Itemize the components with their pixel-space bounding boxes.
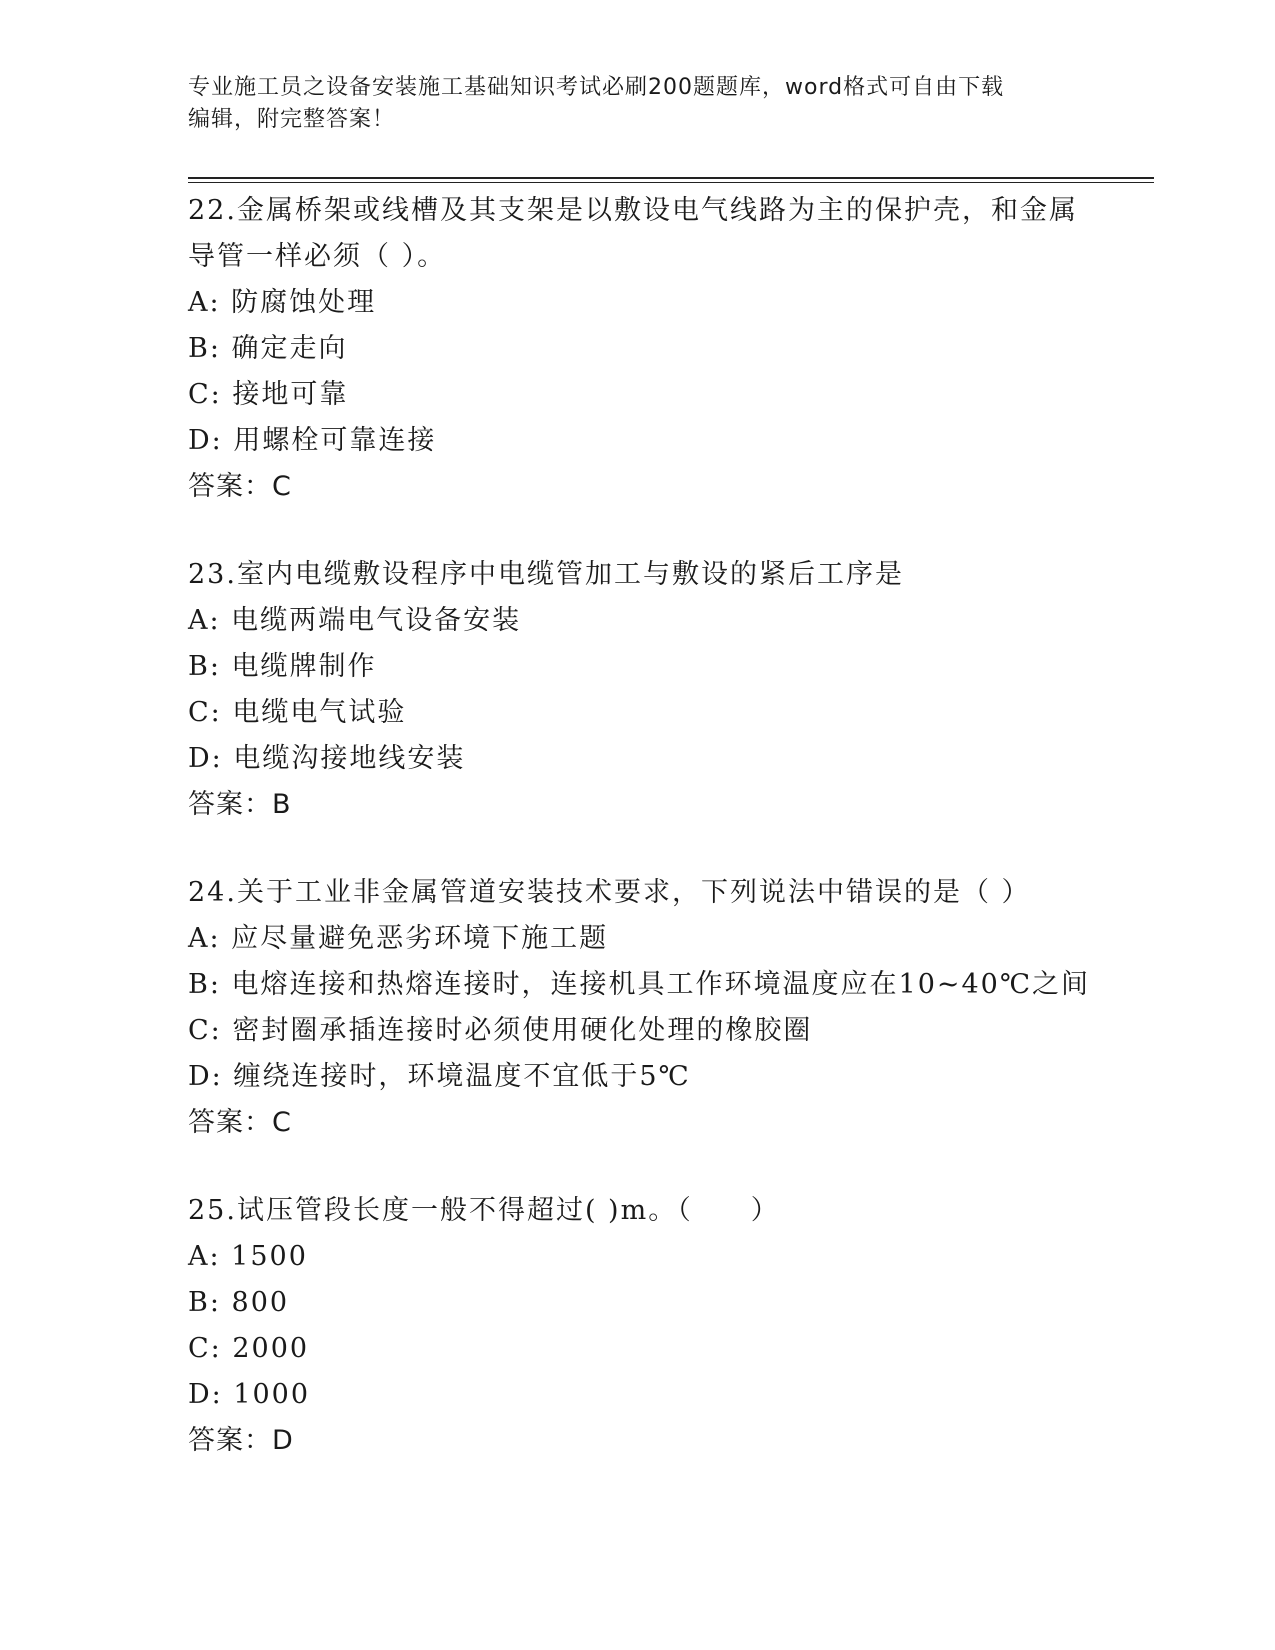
- question-list: [188, 188, 1091, 1506]
- question-stem: 23.室内电缆敷设程序中电缆管加工与敷设的紧后工序是: [188, 559, 904, 590]
- question-23: [188, 552, 1088, 828]
- header-line-2: 编辑，附完整答案！: [188, 107, 396, 132]
- answer: 答案：C: [188, 471, 292, 502]
- question-stem: 22.金属桥架或线槽及其支架是以敷设电气线路为主的保护壳，和金属: [188, 195, 1078, 226]
- document-header: [188, 72, 1068, 136]
- option-d: D: 电缆沟接地线安装: [188, 743, 466, 774]
- option-b: B: 确定走向: [188, 333, 348, 364]
- header-divider-thin: [188, 182, 1154, 183]
- option-a: A: 1500: [188, 1241, 308, 1272]
- option-c: C: 接地可靠: [188, 379, 349, 410]
- option-a: A: 应尽量避免恶劣环境下施工题: [188, 923, 609, 954]
- option-d: D: 用螺栓可靠连接: [188, 425, 437, 456]
- option-b: B: 800: [188, 1287, 290, 1318]
- question-stem: 25.试压管段长度一般不得超过( )m。（ ）: [188, 1195, 780, 1226]
- option-a: A: 防腐蚀处理: [188, 287, 377, 318]
- option-d: D: 缠绕连接时，环境温度不宜低于5℃: [188, 1061, 691, 1092]
- header-divider: [188, 177, 1154, 179]
- option-a: A: 电缆两端电气设备安装: [188, 605, 522, 636]
- answer: 答案：D: [188, 1425, 294, 1456]
- question-25: [188, 1188, 1088, 1464]
- question-stem-continued: 导管一样必须（ ）。: [188, 241, 447, 272]
- option-c: C: 密封圈承插连接时必须使用硬化处理的橡胶圈: [188, 1015, 813, 1046]
- question-22: [188, 188, 1088, 510]
- option-c: C: 电缆电气试验: [188, 697, 407, 728]
- answer: 答案：B: [188, 789, 292, 820]
- option-d: D: 1000: [188, 1379, 311, 1410]
- option-b: B: 电熔连接和热熔连接时，连接机具工作环境温度应在10~40℃之间: [188, 969, 1091, 1000]
- question-stem: 24.关于工业非金属管道安装技术要求，下列说法中错误的是（ ）: [188, 877, 1031, 908]
- question-24: [188, 870, 1091, 1146]
- answer: 答案：C: [188, 1107, 292, 1138]
- header-line-1: 专业施工员之设备安装施工基础知识考试必刷200题题库，word格式可自由下载: [188, 75, 1005, 100]
- option-b: B: 电缆牌制作: [188, 651, 377, 682]
- option-c: C: 2000: [188, 1333, 310, 1364]
